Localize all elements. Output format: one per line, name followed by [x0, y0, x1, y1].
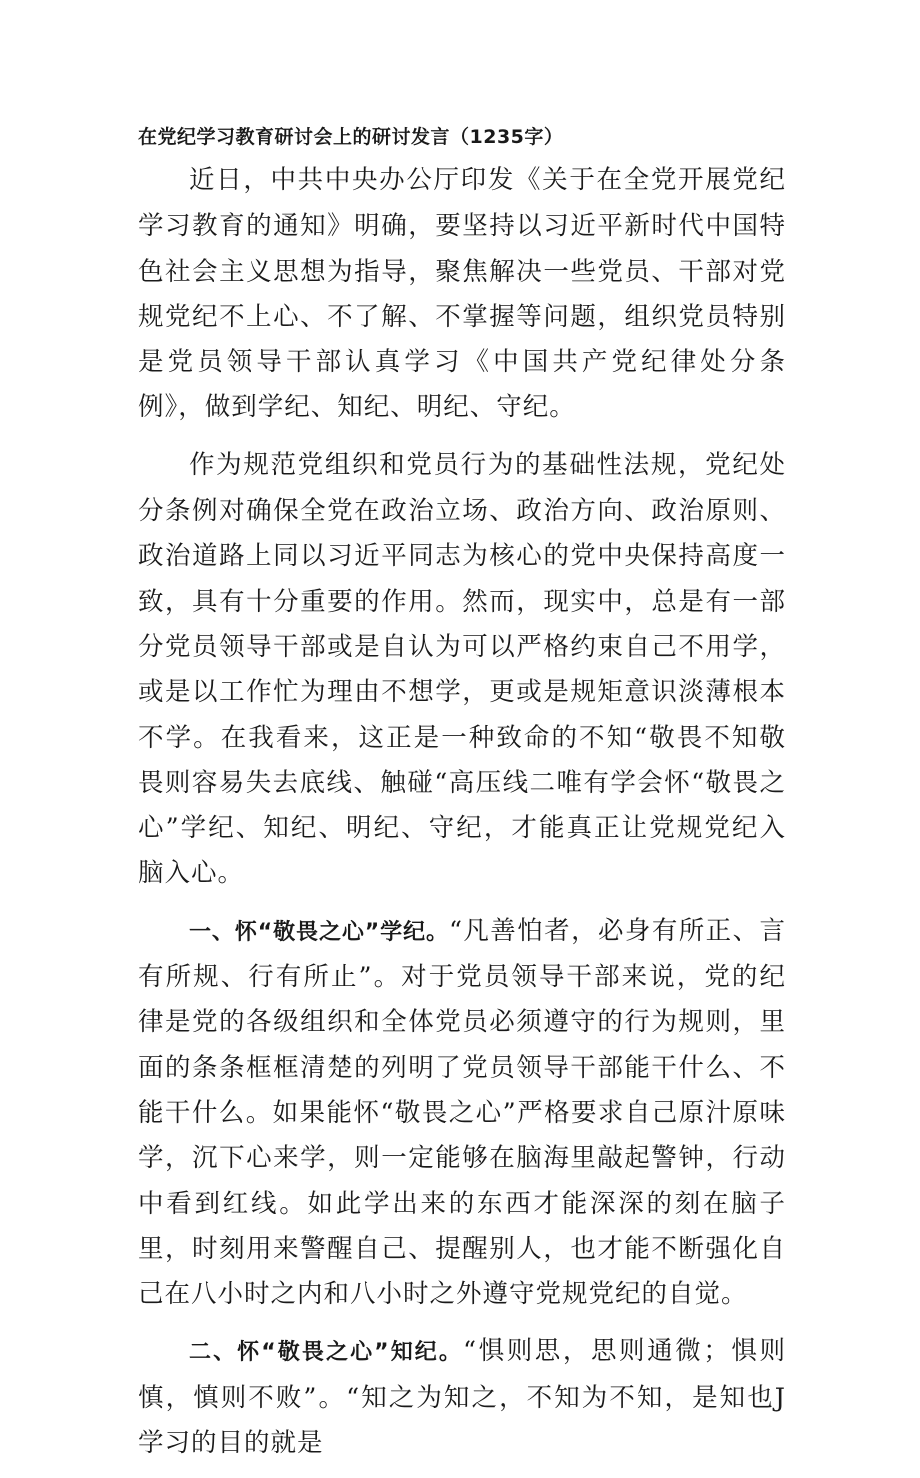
paragraph-1	[138, 158, 786, 431]
paragraph-4-text: “惧则思，思则通微；惧则慎，慎则不败”。“知之为知之，不知为不知，是知也J学习的目的就是	[138, 1336, 786, 1459]
document-body	[138, 158, 786, 1478]
paragraph-3-text: “凡善怕者，必身有所正、言有所规、行有所止”。对于党员领导干部来说，党的纪律是党的各级组织和全体党员必须遵守的行为规则，里面的条条框框清楚的列明了党员领导干部能干什么、不能干什么。如果能怀“敬畏之心”严格要求自己原汁原味学，沉下心来学，则一定能够在脑海里敲起警钟，行动中看到红线。如此学出来的东西才能深深的刻在脑子里，时刻用来警醒自己、提醒别人，也才能不断强化自己在八小时之内和八小时之外遵守党规党纪的自觉。	[138, 915, 786, 1310]
paragraph-4	[138, 1329, 786, 1466]
paragraph-2	[138, 443, 786, 897]
paragraph-1-text: 近日，中共中央办公厅印发《关于在全党开展党纪学习教育的通知》明确，要坚持以习近平新时代中国特色社会主义思想为指导，聚焦解决一些党员、干部对党规党纪不上心、不了解、不掌握等问题，组织党员特别是党员领导干部认真学习《中国共产党纪律处分条例》，做到学纪、知纪、明纪、守纪。	[138, 165, 786, 423]
document-title: 在党纪学习教育研讨会上的研讨发言（1235字）	[138, 126, 564, 148]
paragraph-2-text: 作为规范党组织和党员行为的基础性法规，党纪处分条例对确保全党在政治立场、政治方向、政治原则、政治道路上同以习近平同志为核心的党中央保持高度一致，具有十分重要的作用。然而，现实中，总是有一部分党员领导干部或是自认为可以严格约束自己不用学，或是以工作忙为理由不想学，更或是规矩意识淡薄根本不学。在我看来，这正是一种致命的不知“敬畏不知敬畏则容易失去底线、触碰“高压线二唯有学会怀“敬畏之心”学纪、知纪、明纪、守纪，才能真正让党规党纪入脑入心。	[138, 449, 786, 889]
paragraph-3	[138, 909, 786, 1318]
section-heading-2: 二、怀“敬畏之心”知纪。	[189, 1340, 463, 1366]
section-heading-1: 一、怀“敬畏之心”学纪。	[189, 919, 449, 945]
